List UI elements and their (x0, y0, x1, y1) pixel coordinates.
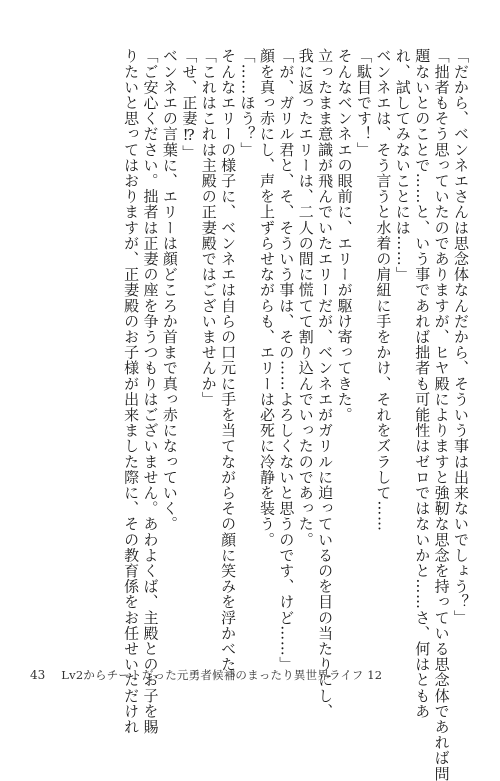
text-line: そんなエリーの様子に、ベンネエは自らの口元に手を当てながらその顔に笑みを浮かべた。 (219, 48, 238, 688)
running-title: Lv2からチートだった元勇者候補のまったり異世界ライフ 12 (61, 668, 383, 682)
text-line: 「拙者もそう思っていたのでありますが、ヒヤ殿によりますと強靭な思念を持っている思念体であれば問 (432, 48, 451, 781)
text-line: 顔を真っ赤にし、声を上ずらせながらも、エリーは必死に冷静を装う。 (257, 48, 276, 548)
page-footer (30, 666, 382, 684)
page-number: 43 (30, 668, 46, 682)
text-line: りたいと思ってはおりますが、正妻殿のお子様が出来ました際に、その教育係をお任せいただけれ (122, 48, 141, 735)
text-line: 題ないとのことで……と、いう事であれば拙者も可能性はゼロではないかと……さ、何はともあ (413, 48, 432, 719)
text-line: ベンネエの言葉に、エリーは顔どころか首まで真っ赤になっていく。 (160, 48, 179, 532)
text-line: 「これはこれは主殿の正妻殿ではございませんか」 (199, 48, 218, 407)
text-line: 「ご安心ください。拙者は正妻の座を争うつもりはございません。あわよくば、主殿とのお子を賜 (141, 48, 160, 735)
text-line: 「駄目です！」 (354, 48, 373, 158)
text-line: れ、試してみないことには……」 (393, 48, 412, 282)
text-line: 立ったまま意識が飛んでいたエリーだが、ベンネエがガリルに迫っているのを目の当たりにし、 (316, 48, 335, 719)
text-line: 「だから、ベンネエさんは思念体なんだから、そういう事は出来ないでしょう？」 (452, 48, 470, 626)
text-line: 我に返ったエリーは、二人の間に慌てて割り込んでいったのであった。 (296, 48, 315, 548)
text-line: 「が、ガリル君と、そ、そういう事は、その……よろしくないと思うのです、けど……」 (277, 48, 296, 672)
text-line: ベンネエは、そう言うと水着の肩紐に手をかけ、それをズラして…… (374, 48, 393, 532)
text-line: そんなベンネエの眼前に、エリーが駆け寄ってきた。 (335, 48, 354, 423)
text-line: 「せ、正妻⁉」 (180, 48, 199, 161)
text-line: 「……ほう？」 (238, 48, 257, 158)
